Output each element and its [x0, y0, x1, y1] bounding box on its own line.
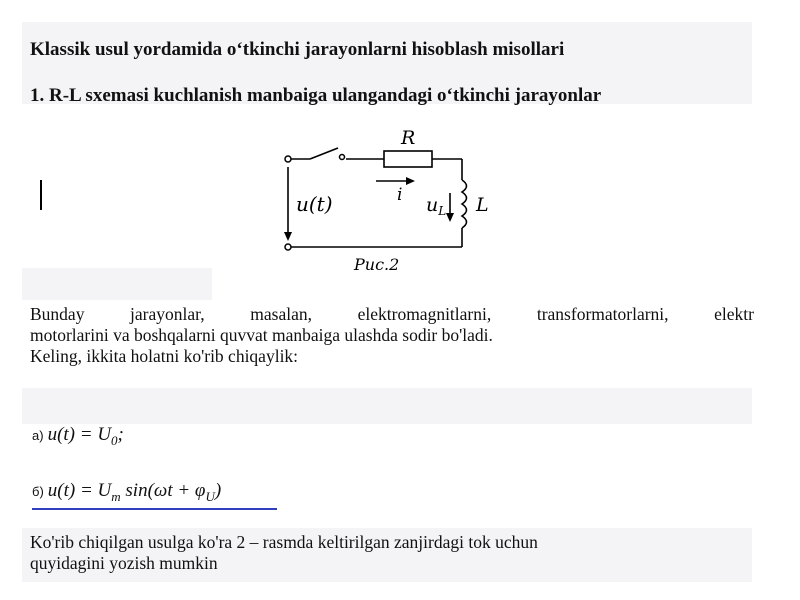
- paragraph-line-2: motorlarini va boshqalarni quvvat manbaiga ulashda sodir bo'ladi.: [30, 325, 493, 345]
- shade-mid: [22, 268, 212, 300]
- case-a-label: a): [32, 428, 44, 443]
- inductor-label: L: [476, 194, 489, 216]
- case-b-formula: $u(t) = U_m$ $\sin(\omega t + \varphi_U)$: [47, 480, 222, 504]
- resistor-label: R: [401, 127, 416, 149]
- shade-eq: [22, 388, 752, 424]
- case-b-equation: [32, 480, 221, 505]
- rl-circuit-diagram: [270, 118, 490, 278]
- document-title: Klassik usul yordamida o‘tkinchi jarayonlarni hisoblash misollari: [30, 39, 565, 60]
- case-b-underline: [32, 508, 277, 510]
- case-a-formula: $u(t) = U_0$;: [47, 424, 124, 448]
- inductor-voltage-label: $u_L$: [426, 194, 447, 218]
- closing-paragraph: [30, 532, 754, 574]
- intro-paragraph: [30, 304, 754, 367]
- closing-line-2: quyidagini yozish mumkin: [30, 553, 218, 573]
- source-voltage-label: u(t): [296, 192, 333, 216]
- case-b-label: б): [32, 484, 44, 499]
- closing-line-1: Ko'rib chiqilgan usulga ko'ra 2 – rasmda keltirilgan zanjirdagi tok uchun: [30, 532, 538, 552]
- figure-caption: Рис.2: [354, 255, 400, 274]
- case-a-equation: [32, 424, 124, 449]
- current-label: i: [397, 185, 403, 205]
- paragraph-line-1: Bunday jarayonlar, masalan, elektromagnitlarni, transformatorlarni, elektr: [30, 304, 754, 324]
- paragraph-line-3: Keling, ikkita holatni ko'rib chiqaylik:: [30, 346, 299, 366]
- text-cursor: [40, 180, 42, 210]
- section-heading: 1. R-L sxemasi kuchlanish manbaiga ulangandagi o‘tkinchi jarayonlar: [30, 85, 602, 106]
